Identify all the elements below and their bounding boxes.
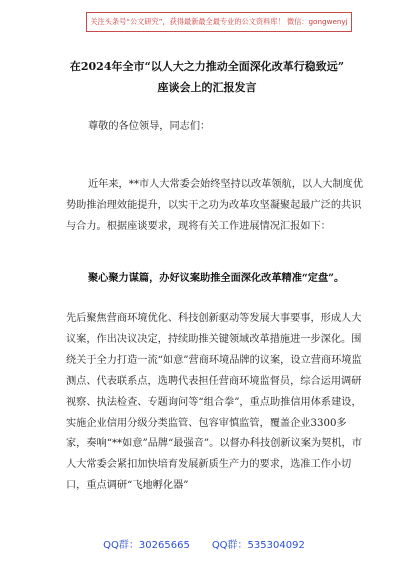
qq-group-1: QQ群：30265665 <box>103 540 190 551</box>
paragraph-intro: 近年来，**市人大常委会始终坚持以改革领航，以人大制度优势助推治理效能提升，以实干之功为改革攻坚凝聚起最广泛的共识与合力。根据座谈要求，现将有关工作进展情况汇报如下： <box>66 179 364 232</box>
qq-group-2: QQ群：535304092 <box>211 540 305 551</box>
document-title-line-1: 在2024年全市“以人大之力推动全面深化改革行稳致远” <box>69 60 345 73</box>
paragraph-body: 先后聚焦营商环境优化、科技创新驱动等发展大事要事，形成人大议案，作出决议决定，持续助推关键领域改革措施进一步深化。围绕关于全力打造一流“如意”营商环境品牌的议案，设立营商环境监测点、代表联系点，选聘代表担任营商环境监督员，综合运用调研视察、执法检查、专题询问等“组合拳”，重点助推信用体系建设，实施企业信用分级分类监管、包容审慎监管，覆盖企业3300多家，奏响“**如意”品牌“最强音”。以督办科技创新议案为契机，市人大常委会紧扣加快培育发展新质生产力的要求，选准工作小切口，重点调研“飞地孵化器” <box>66 313 362 492</box>
promo-banner: 关注头条号“公文研究”，获得最新最全最专业的公文资料库！ 微信：gongwenyj <box>86 12 352 32</box>
salutation: 尊敬的各位领导，同志们： <box>88 121 211 132</box>
footer-contact <box>0 536 408 551</box>
section-heading: 聚心聚力谋篇，办好议案助推全面深化改革精准“定盘”。 <box>88 272 345 284</box>
document-title-line-2: 座谈会上的汇报发言 <box>157 81 257 94</box>
